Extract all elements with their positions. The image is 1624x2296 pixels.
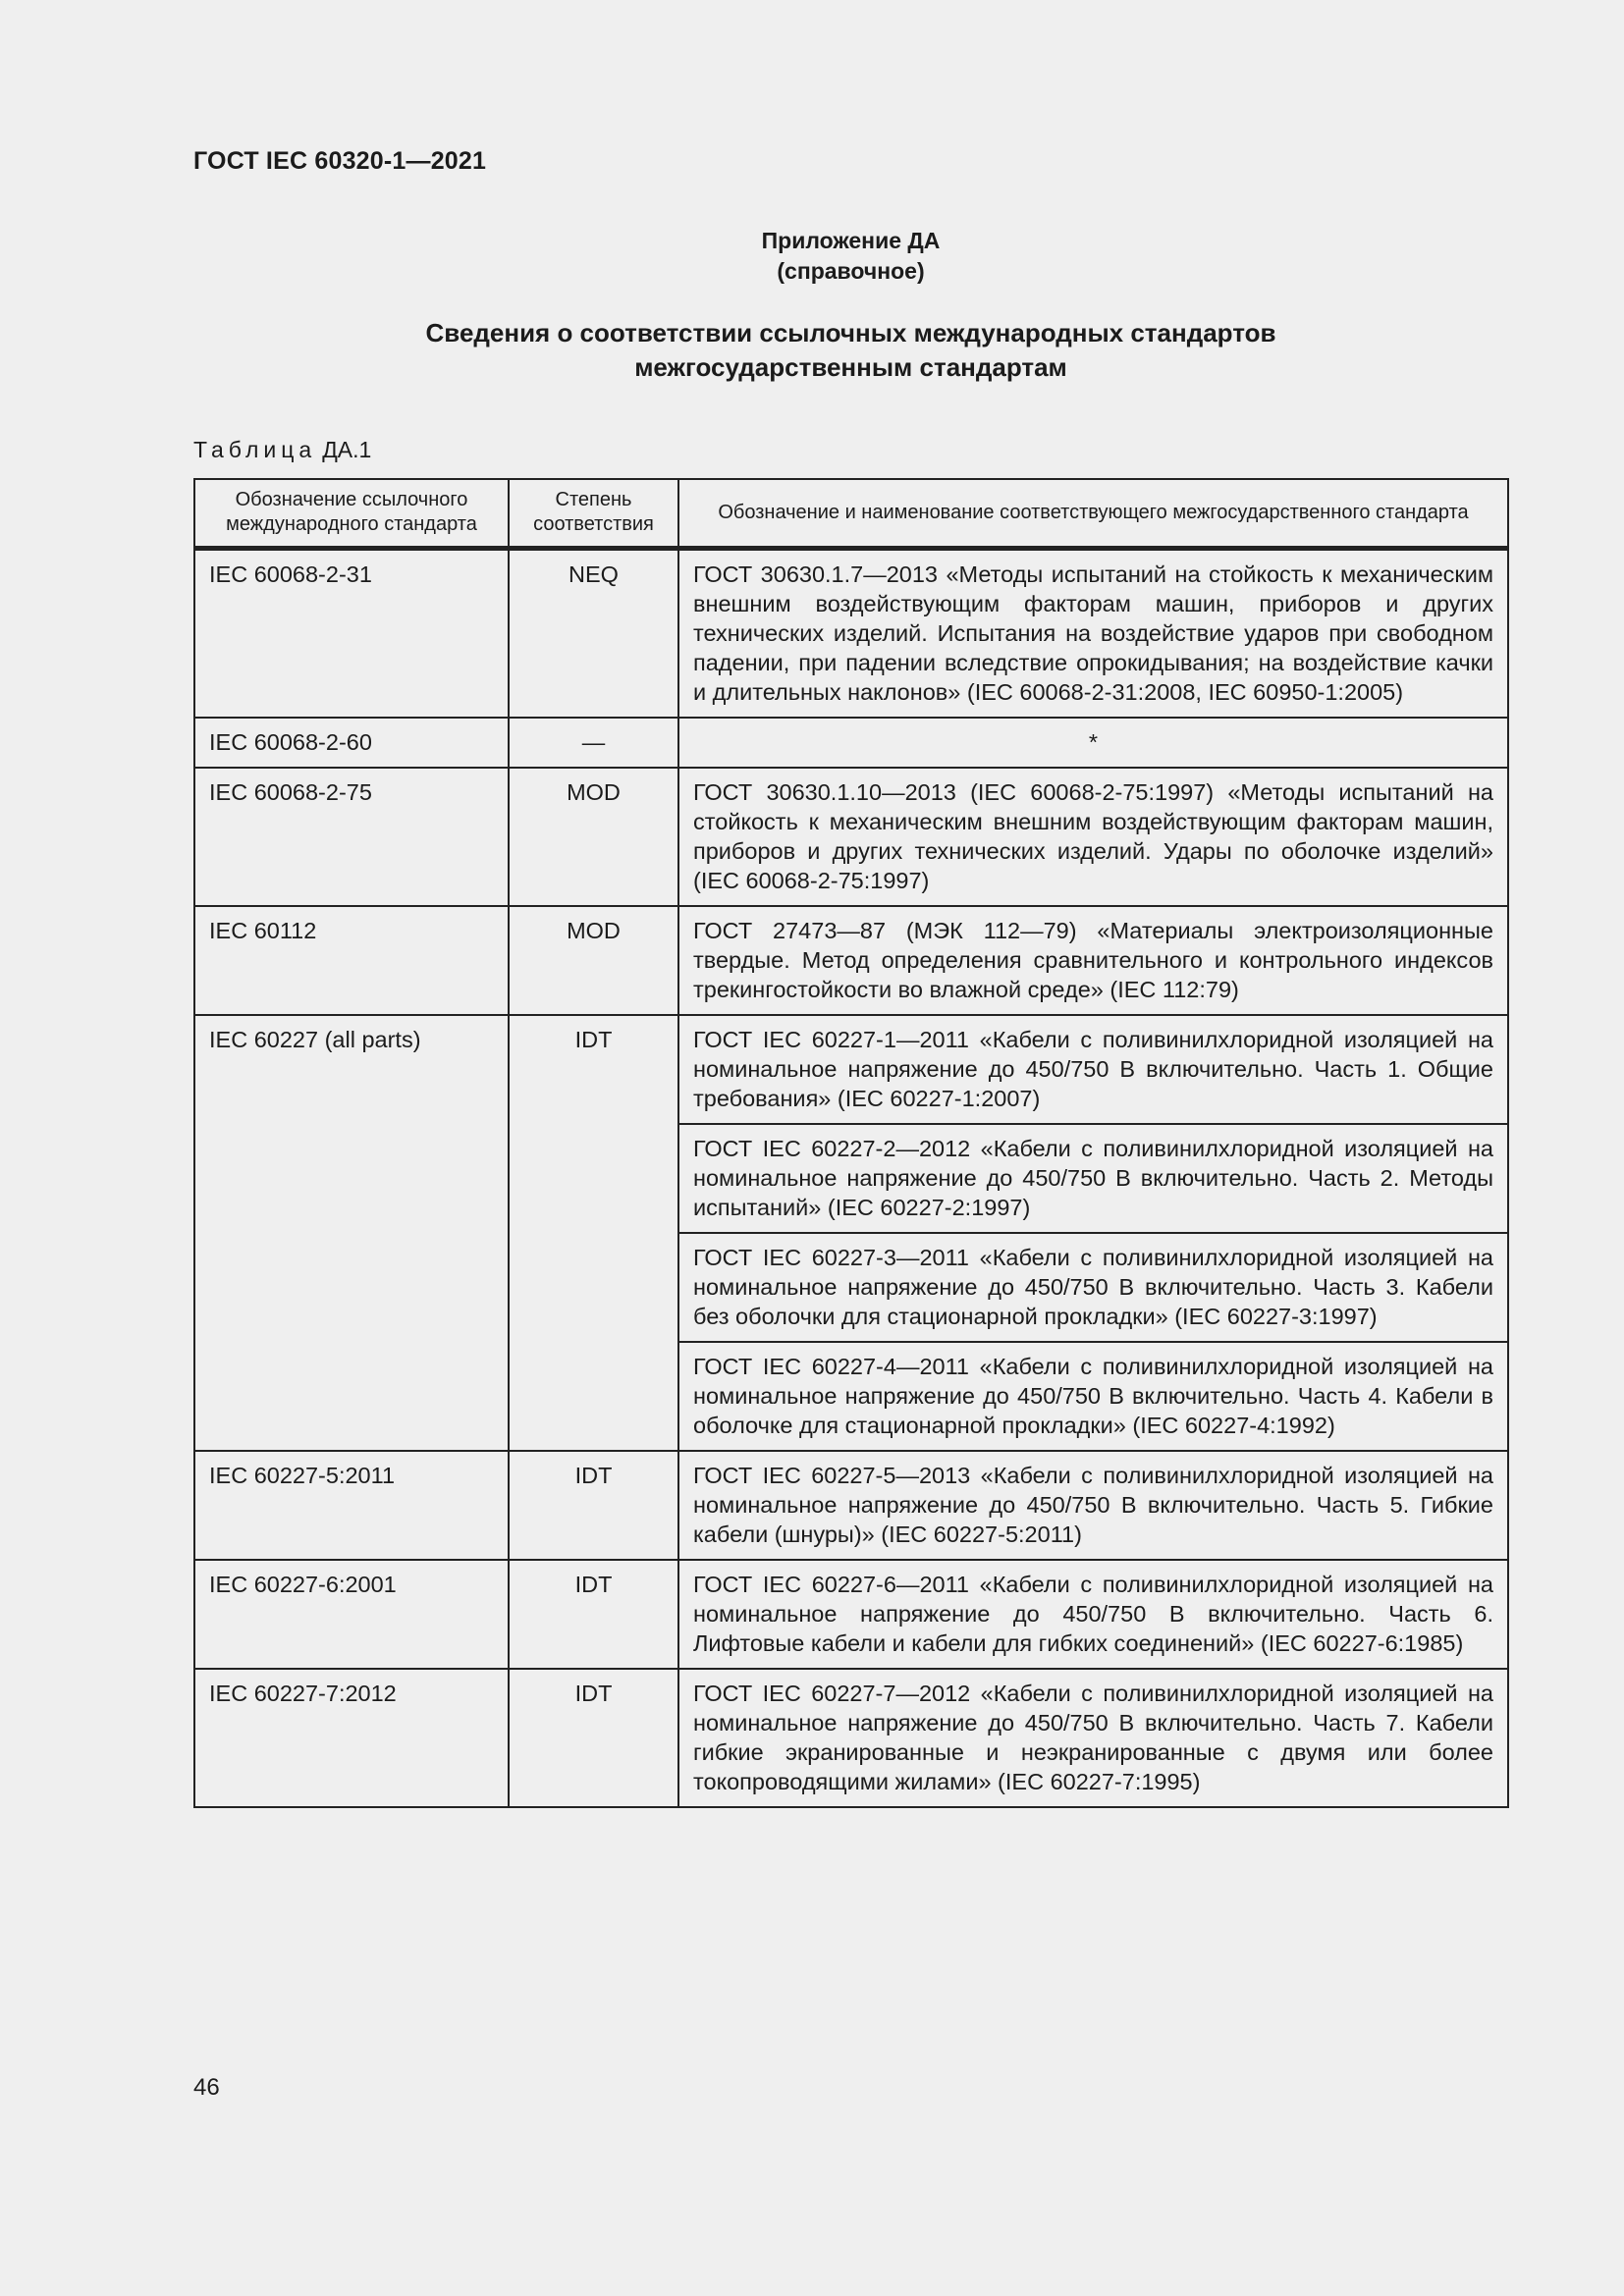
table-caption-word: Таблица xyxy=(193,437,317,462)
cell-gost: ГОСТ 30630.1.10—2013 (IEC 60068-2-75:1997) «Методы испытаний на стойкость к механическим внешним воздействующим факторам машин, приборов и других технических изделий. Удары по оболочке изделий» (IEC 60068-2-75:1997) xyxy=(678,768,1508,906)
section-title-line2: межгосударственным стандартам xyxy=(634,352,1067,382)
appendix-subtitle: (справочное) xyxy=(777,258,925,284)
cell-degree: — xyxy=(509,718,678,768)
cell-gost: ГОСТ IEC 60227-6—2011 «Кабели с поливинилхлоридной изоляцией на номинальное напряжение до 450/750 В включительно. Часть 6. Лифтовые кабели и кабели для гибких соединений» (IEC 60227-6:1985) xyxy=(678,1560,1508,1669)
cell-gost: ГОСТ IEC 60227-2—2012 «Кабели с поливинилхлоридной изоляцией на номинальное напряжение до 450/750 В включительно. Часть 2. Методы испытаний» (IEC 60227-2:1997) xyxy=(678,1124,1508,1233)
cell-standard: IEC 60227-7:2012 xyxy=(194,1669,509,1807)
header-gost: Обозначение и наименование соответствующего межгосударственного стандарта xyxy=(678,479,1508,549)
correspondence-table xyxy=(193,478,1509,1808)
cell-gost: ГОСТ IEC 60227-3—2011 «Кабели с поливинилхлоридной изоляцией на номинальное напряжение до 450/750 В включительно. Часть 3. Кабели без оболочки для стационарной прокладки» (IEC 60227-3:1997) xyxy=(678,1233,1508,1342)
table-row xyxy=(194,718,1508,768)
table-header-row xyxy=(194,479,1508,549)
document-code: ГОСТ IEC 60320-1—2021 xyxy=(193,147,487,175)
header-degree: Степень соответствия xyxy=(509,479,678,549)
cell-degree: NEQ xyxy=(509,549,678,719)
table-row xyxy=(194,1015,1508,1124)
cell-degree: IDT xyxy=(509,1015,678,1451)
cell-degree: IDT xyxy=(509,1669,678,1807)
cell-degree: MOD xyxy=(509,768,678,906)
cell-standard: IEC 60227-6:2001 xyxy=(194,1560,509,1669)
table-caption-number: ДА.1 xyxy=(322,437,372,462)
table-row xyxy=(194,1560,1508,1669)
section-title-line1: Сведения о соответствии ссылочных международных стандартов xyxy=(425,318,1276,347)
cell-gost: ГОСТ IEC 60227-1—2011 «Кабели с поливинилхлоридной изоляцией на номинальное напряжение до 450/750 В включительно. Часть 1. Общие требования» (IEC 60227-1:2007) xyxy=(678,1015,1508,1124)
cell-standard: IEC 60068-2-60 xyxy=(194,718,509,768)
appendix-title: Приложение ДА xyxy=(761,228,941,253)
cell-standard: IEC 60227 (all parts) xyxy=(194,1015,509,1451)
cell-degree: IDT xyxy=(509,1560,678,1669)
table-row xyxy=(194,1669,1508,1807)
cell-gost: * xyxy=(678,718,1508,768)
cell-gost: ГОСТ IEC 60227-5—2013 «Кабели с поливинилхлоридной изоляцией на номинальное напряжение до 450/750 В включительно. Часть 5. Гибкие кабели (шнуры)» (IEC 60227-5:2011) xyxy=(678,1451,1508,1560)
cell-gost: ГОСТ IEC 60227-4—2011 «Кабели с поливинилхлоридной изоляцией на номинальное напряжение до 450/750 В включительно. Часть 4. Кабели в оболочке для стационарной прокладки» (IEC 60227-4:1992) xyxy=(678,1342,1508,1451)
header-ref-standard: Обозначение ссылочного международного стандарта xyxy=(194,479,509,549)
cell-standard: IEC 60068-2-75 xyxy=(194,768,509,906)
appendix-heading xyxy=(0,226,1624,287)
table-caption xyxy=(193,437,371,463)
table-row xyxy=(194,906,1508,1015)
page-number: 46 xyxy=(193,2074,220,2101)
cell-standard: IEC 60112 xyxy=(194,906,509,1015)
cell-standard: IEC 60227-5:2011 xyxy=(194,1451,509,1560)
cell-gost: ГОСТ 30630.1.7—2013 «Методы испытаний на стойкость к механическим внешним воздействующим факторам машин, приборов и других технических изделий. Испытания на воздействие ударов при свободном падении, при падении вследствие опрокидывания; на воздействие качки и длительных наклонов» (IEC 60068-2-31:2008, IEC 60950-1:2005) xyxy=(678,549,1508,719)
section-title xyxy=(0,316,1624,385)
cell-gost: ГОСТ IEC 60227-7—2012 «Кабели с поливинилхлоридной изоляцией на номинальное напряжение до 450/750 В включительно. Часть 7. Кабели гибкие экранированные и неэкранированные с двумя или более токопроводящими жилами» (IEC 60227-7:1995) xyxy=(678,1669,1508,1807)
cell-gost: ГОСТ 27473—87 (МЭК 112—79) «Материалы электроизоляционные твердые. Метод определения сравнительного и контрольного индексов трекингостойкости во влажной среде» (IEC 112:79) xyxy=(678,906,1508,1015)
table-row xyxy=(194,1451,1508,1560)
cell-standard: IEC 60068-2-31 xyxy=(194,549,509,719)
table-row xyxy=(194,768,1508,906)
table-row xyxy=(194,549,1508,719)
cell-degree: MOD xyxy=(509,906,678,1015)
cell-degree: IDT xyxy=(509,1451,678,1560)
